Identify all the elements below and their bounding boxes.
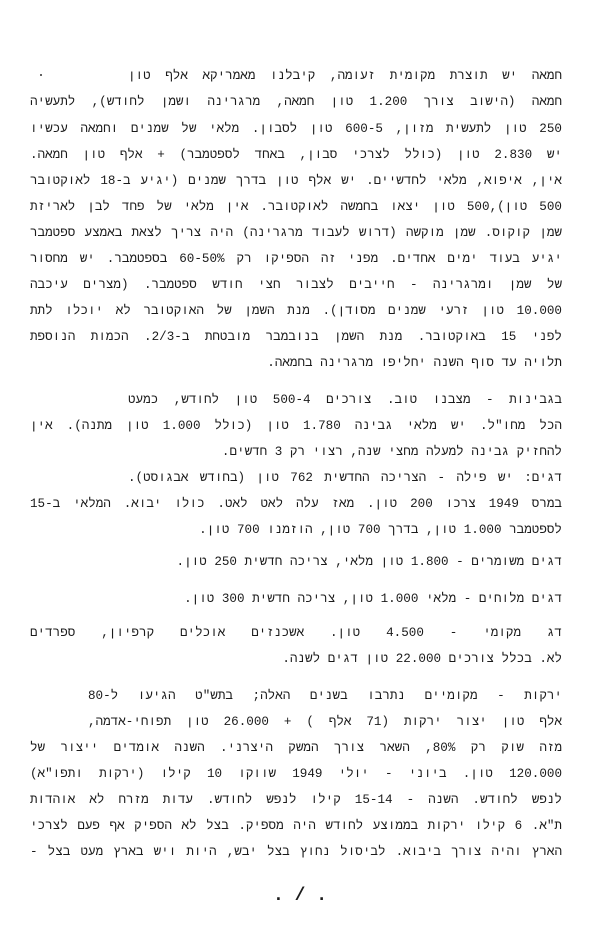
text-line: לא. בכלל צורכים 22.000 טון דגים לשנה. [282,652,562,666]
text-line: לנפש לחודש. השנה - 15-14 קילו לנפש לחודש. עדות מזרח לא אוהדות [30,793,562,807]
text-line: של שמן ומרגרינה - חייבים לצבור חצי חודש ספטמבר. (מצרים עיכבה [30,278,562,292]
margin-mark [40,74,42,76]
text-line: לספטמבר 1.000 טון, בדרך 700 טון, הוזמנו 700 טון. [199,523,562,537]
text-line: במרס 1949 צרכו 200 טון. מאז עלה לאט לאט. כולו יבוא. המלאי ב-15 [30,497,562,511]
text-line: הארץ והיה צורך ביבוא. לביסול נחוץ בצל יבש, היות ויש בארץ מעט בצל - [30,845,562,859]
text-line: לפני 15 באוקטובר. מנת השמן בנובמבר מובטחת ב-2/3. הכמות הנוספת [30,330,562,344]
text-line: חמאה יש תוצרת מקומית זעומה, קיבלנו מאמריקא אלף טון [128,69,562,83]
text-line: ירקות - מקומיים נתרבו בשנים האלה; בתש"ט הגיעו ל-80 [88,689,562,703]
text-line: 250 טון לתעשית מזון, 600-5 טון לסבון. מלאי של שמנים וחמאה עכשיו [30,122,562,136]
text-line: אין, איפוא, מלאי לחדשיים. יש אלף טון בדרך שמנים (יגיע ב-18 לאוקטובר [30,174,562,188]
text-line: דגים: יש פילה - הצריכה החדשית 762 טון (בחודש אבגוסט). [128,471,562,485]
text-line: שמן קוקוס. שמן מוקשה (דרוש לעבוד מרגרינה) היה צריך לצאת באמצע ספטמבר [30,226,562,240]
text-line: 120.000 טון. ביוני - יולי 1949 שווקו 10 קילו (ירקות ותפו"א) [30,767,562,781]
text-line: דגים משומרים - 1.800 טון מלאי, צריכה חדשית 250 טון. [176,555,562,569]
text-line: תלויה עד סוף השנה יחליפו מרגרינה בחמאה. [267,356,562,370]
text-line: 500 טון),500 טון יצאו בחמשה לאוקטובר. אין מלאי של פחד לבן לאריזת [30,200,562,214]
page-number: . / . [272,886,327,906]
text-line: מזה שוק רק 80%, השאר צורך המשק היצרני. השנה אומדים ייצור של [30,741,562,755]
text-line: יגיע בעוד ימים אחדים. מפני זה הספיקו רק 50%-60 בספטמבר. יש מחסור [30,252,562,266]
text-line: דג מקומי - 4.500 טון. אשכנזים אוכלים קרפיון, ספרדים [30,626,562,640]
text-line: אלף טון יצור ירקות (71 אלף ) + 26.000 טון תפוחי-אדמה, [88,715,562,729]
text-line: חמאה (הישוב צורך 1.200 טון חמאה, מרגרינה ושמן לחודש), לתעשיה [30,95,562,109]
text-line: להחזיק גבינה למעלה מחצי שנה, רצוי רק 3 חדשים. [221,445,562,459]
text-line: בגבינות - מצבנו טוב. צורכים 500-4 טון לחודש, כמעט [128,393,562,407]
text-line: 10.000 טון זרעי שמנים מסודן). מנת השמן של האוקטובר לא יוכלו לתת [30,304,562,318]
text-line: ת"א. 6 קילו ירקות בממוצע לחודש היה מספיק. בצל לא הספיק אף פעם לצרכי [30,819,562,833]
text-line: יש 2.830 טון (כולל לצרכי סבון, באחד לספטמבר) + אלף טון חמאה. [30,148,562,162]
text-line: דגים מלוחים - מלאי 1.000 טון, צריכה חדשית 300 טון. [184,592,562,606]
text-line: הכל מחו"ל. יש מלאי גבינה 1.780 טון (כולל 1.000 טון מתנה). אין [30,419,562,433]
